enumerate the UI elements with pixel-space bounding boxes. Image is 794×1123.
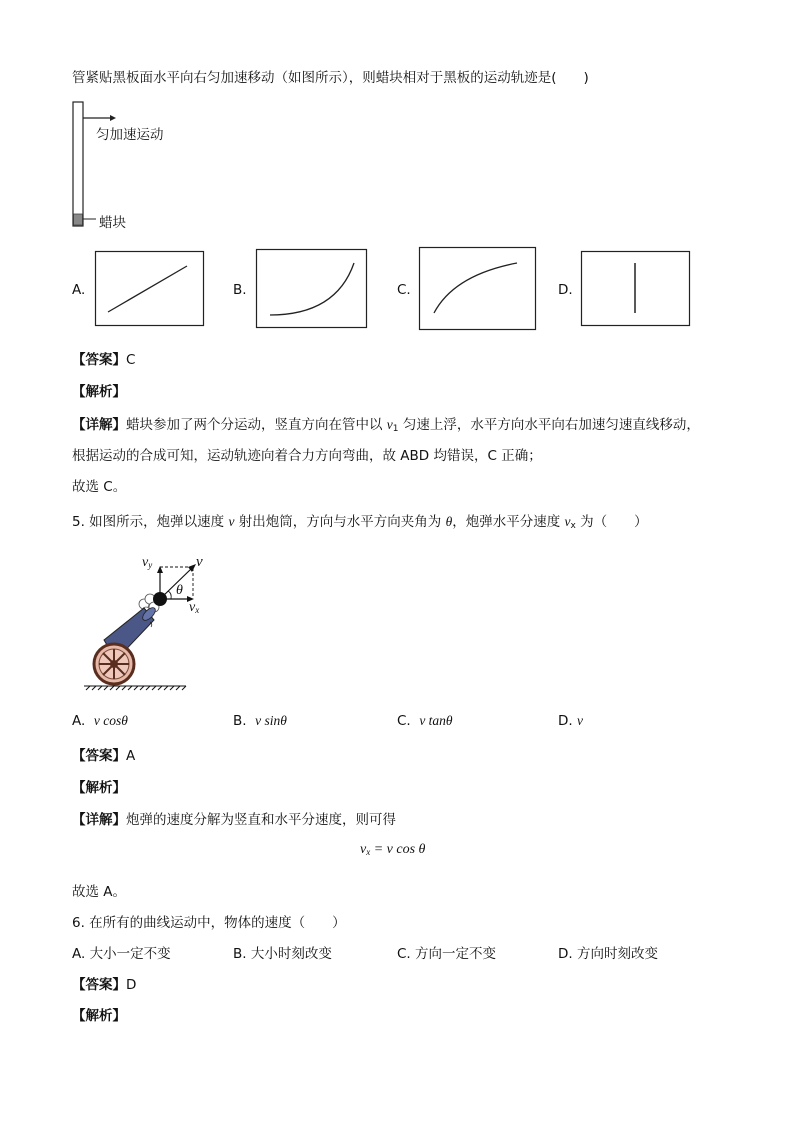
detail-v: v (386, 417, 393, 432)
answer-value: A (126, 748, 136, 764)
q6-option-b[interactable]: B. 大小时刻改变 (233, 946, 332, 962)
answer-label: 【答案】 (72, 748, 126, 764)
q5-stem-a: 5. 如图所示，炮弹以速度 (72, 514, 229, 530)
q4-option-b-figure[interactable] (256, 249, 368, 329)
q5-option-a-value: v cosθ (93, 713, 128, 728)
q4-option-c-figure[interactable] (419, 247, 537, 331)
glass-tube (73, 102, 83, 226)
detail-label: 【详解】 (72, 417, 126, 433)
q5-answer (72, 744, 135, 764)
tube-svg (70, 100, 190, 230)
answer-value: C (126, 352, 136, 368)
fig-label-vx: $v_x$ (189, 600, 200, 615)
q6-option-a[interactable]: A. 大小一定不变 (72, 946, 171, 962)
q5-option-a[interactable] (72, 713, 128, 729)
q6-answer (72, 973, 136, 993)
q4-detail-line1 (72, 413, 700, 434)
q5-stem-d: 为（ ） (575, 514, 648, 530)
q4-tube-figure (70, 100, 190, 230)
fig-label-theta: θ (176, 583, 183, 598)
q5-stem-c: ，炮弹水平分速度 (452, 514, 565, 530)
fig-label-vy: $v_y$ (142, 555, 153, 570)
answer-label: 【答案】 (72, 977, 126, 993)
answer-value: D (126, 977, 137, 993)
q5-stem-b: 射出炮筒，方向与水平方向夹角为 (234, 514, 446, 530)
q5-stem-theta: θ (445, 514, 453, 529)
q4-answer (72, 348, 135, 368)
q5-stem (72, 510, 648, 531)
trajectory-concave-up (270, 263, 354, 315)
q4-option-b-label[interactable]: B. (233, 282, 247, 298)
q4-option-a-label[interactable]: A. (72, 282, 86, 298)
q5-option-c[interactable] (397, 713, 453, 729)
detail-text: 炮弹的速度分解为竖直和水平分速度，则可得 (126, 812, 396, 828)
q4-detail-line2: 根据运动的合成可知，运动轨迹向着合力方向弯曲，故 ABD 均错误，C 正确； (72, 448, 542, 464)
detail-v-sub: 1 (392, 424, 399, 434)
q5-detail (72, 808, 396, 828)
q6-stem: 6. 在所有的曲线运动中，物体的速度（ ） (72, 915, 346, 931)
answer-label: 【答案】 (72, 352, 126, 368)
q5-option-d[interactable] (558, 713, 583, 729)
q6-option-c[interactable]: C. 方向一定不变 (397, 946, 497, 962)
q4-analysis-label: 【解析】 (72, 384, 126, 400)
cannonball (153, 592, 167, 606)
label-wax-block: 蜡块 (99, 215, 126, 231)
ground (84, 686, 186, 690)
label-uniform-acceleration: 匀加速运动 (96, 127, 164, 143)
q5-option-b-value: v sinθ (255, 713, 287, 728)
q5-option-a-label: A. (72, 713, 86, 729)
q4-option-c-label[interactable]: C. (397, 282, 411, 298)
motion-arrowhead (110, 115, 116, 121)
q5-cannon-figure (80, 552, 195, 692)
q5-stem-vx-sub: x (570, 521, 576, 531)
q4-option-a-figure[interactable] (95, 251, 205, 327)
trajectory-straight (108, 266, 187, 312)
q5-option-b-label: B. (233, 713, 247, 729)
q5-stem-vx: v (564, 514, 571, 529)
q5-formula: $v_x = v$ cos θ (360, 842, 426, 857)
fig-label-v: v (196, 554, 203, 570)
q5-analysis-label: 【解析】 (72, 780, 126, 796)
q4-conclusion: 故选 C。 (72, 479, 127, 495)
q6-option-d[interactable]: D. 方向时刻改变 (558, 946, 658, 962)
trajectory-concave-down (434, 263, 517, 313)
detail-label: 【详解】 (72, 812, 126, 828)
q4-option-d-label[interactable]: D. (558, 282, 573, 298)
q5-option-b[interactable] (233, 713, 287, 729)
detail-text-b: 匀速上浮，水平方向水平向右加速匀速直线移动， (398, 417, 700, 433)
q4-option-d-figure[interactable] (581, 251, 691, 327)
wax-block (74, 214, 83, 225)
q5-option-c-value: v tanθ (419, 713, 453, 728)
q5-stem-v: v (228, 514, 235, 529)
detail-text-a: 蜡块参加了两个分运动，竖直方向在管中以 (126, 417, 387, 433)
q4-stem-tail: 管紧贴黑板面水平向右匀加速移动（如图所示），则蜡块相对于黑板的运动轨迹是( ) (72, 70, 589, 86)
q5-conclusion: 故选 A。 (72, 884, 127, 900)
q5-option-c-label: C. (397, 713, 411, 729)
theta-arc (168, 591, 171, 599)
q5-option-d-label: D. (558, 713, 573, 729)
q5-option-d-value: v (576, 713, 583, 728)
cannon-wheel (94, 644, 134, 684)
q6-analysis-label: 【解析】 (72, 1008, 126, 1024)
